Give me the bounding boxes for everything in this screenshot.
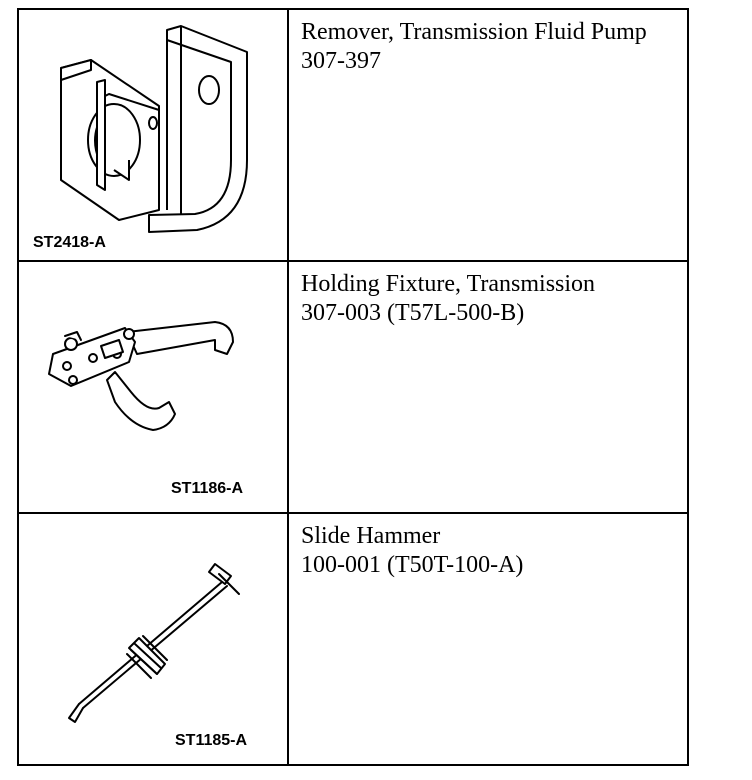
tool-row-slide-hammer <box>18 513 688 765</box>
tool-row-pump-remover <box>18 9 688 261</box>
figure-code: ST2418-A <box>33 234 106 251</box>
special-tools-table <box>17 8 689 766</box>
tool-image-cell <box>18 513 288 765</box>
tool-row-holding-fixture <box>18 261 688 513</box>
tool-description-cell <box>288 261 688 513</box>
slide-hammer-icon <box>19 514 287 764</box>
tool-part-number: 307-003 (T57L-500-B) <box>301 300 525 326</box>
tool-part-number: 100-001 (T50T-100-A) <box>301 552 524 578</box>
tool-image-cell <box>18 9 288 261</box>
tool-description-cell <box>288 513 688 765</box>
figure-code: ST1186-A <box>171 480 244 497</box>
pump-remover-bracket-icon <box>19 10 287 260</box>
holding-fixture-icon <box>19 262 287 512</box>
tool-name: Remover, Transmission Fluid Pump <box>301 19 647 45</box>
tool-image-cell <box>18 261 288 513</box>
tool-name: Holding Fixture, Transmission <box>301 271 596 297</box>
tool-part-number: 307-397 <box>301 48 381 74</box>
tool-name: Slide Hammer <box>301 523 441 549</box>
figure-code: ST1185-A <box>175 732 248 749</box>
tool-description-cell <box>288 9 688 261</box>
